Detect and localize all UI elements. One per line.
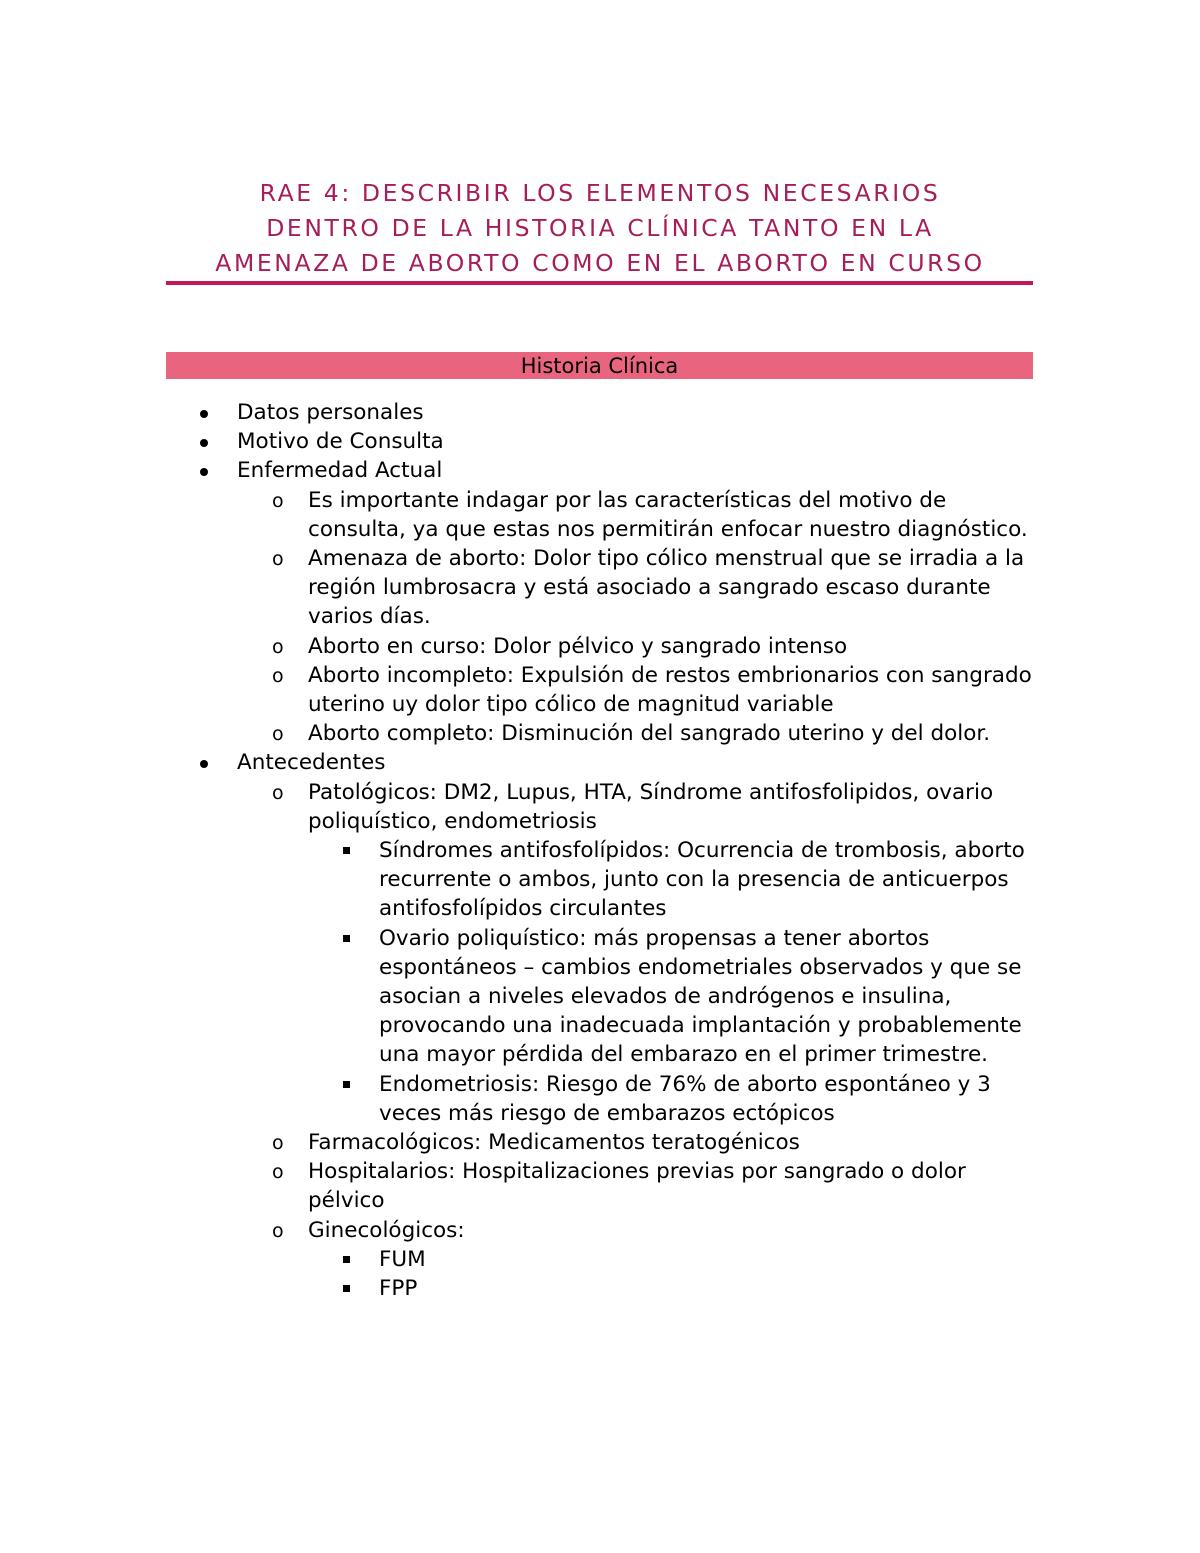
title-line: DENTRO DE LA HISTORIA CLÍNICA TANTO EN LA [266,214,934,242]
sub-list-item-text: Aborto incompleto: Expulsión de restos embrionarios con sangrado uterino uy dolor tipo cólico de magnitud variable [308,662,1032,718]
bullet-square-icon [343,1081,350,1088]
list-item-text: Datos personales [237,400,424,425]
sub-list-item-text: Aborto en curso: Dolor pélvico y sangrado intenso [308,633,848,659]
sub-sub-list-item-text: FPP [379,1276,418,1302]
list-item-text: Antecedentes [237,750,386,776]
sub-list-item [237,778,1200,1128]
bullet-disc-icon [200,468,208,476]
bullet-circle-icon: o [272,1132,284,1155]
bullet-list [0,398,1200,1303]
sub-list-item [237,544,1200,632]
sub-list-item-text: Hospitalarios: Hospitalizaciones previas por sangrado o dolor pélvico [308,1159,966,1214]
bullet-circle-icon: o [272,548,284,571]
bullet-circle-icon: o [272,723,284,746]
sub-list-item [237,1157,1200,1215]
list-item-text: Motivo de Consulta [237,429,444,455]
sub-list [237,486,1200,749]
bullet-square-icon [343,847,350,854]
sub-list-item [237,632,1200,661]
list-item [0,427,1200,456]
sub-sub-list-item [308,836,1200,924]
bullet-circle-icon: o [272,781,284,804]
sub-list-item [237,486,1200,544]
sub-sub-list-item [308,1245,1200,1274]
list-item [0,748,1200,1303]
bullet-square-icon [343,935,350,942]
bullet-square-icon [343,1285,350,1292]
sub-sub-list-item [308,1274,1200,1303]
section-heading: Historia Clínica [166,352,1033,379]
bullet-disc-icon [200,410,208,418]
sub-list-item [237,1216,1200,1304]
sub-sub-list-item-text: Ovario poliquístico: más propensas a tener abortos espontáneos – cambios endometriales observados y que se asocian a niveles elevados de andrógenos e insulina, provocando una inadecuada implantación y probablemente una mayor pérdida del embarazo en el primer trimestre. [379,925,1022,1068]
bullet-circle-icon: o [272,1161,284,1184]
bullet-circle-icon: o [272,635,284,658]
sub-sub-list [308,836,1200,1128]
sub-list-item-text: Aborto completo: Disminución del sangrado uterino y del dolor. [308,721,991,747]
sub-list-item-text: Farmacológicos: Medicamentos teratogénicos [308,1130,800,1156]
title-underline [166,281,1033,285]
sub-list-item-text: Amenaza de aborto: Dolor tipo cólico menstrual que se irradia a la región lumbrosacra y está asociado a sangrado escaso durante varios días. [308,546,1025,630]
sub-list-item-text: Es importante indagar por las características del motivo de consulta, ya que estas nos permitirán enfocar nuestro diagnóstico. [308,487,1028,542]
bullet-circle-icon: o [272,1219,284,1242]
bullet-circle-icon: o [272,489,284,512]
title-line: AMENAZA DE ABORTO COMO EN EL ABORTO EN CURSO [215,249,985,277]
list-item [0,456,1200,748]
sub-list-item [237,1128,1200,1157]
sub-sub-list-item-text: Endometriosis: Riesgo de 76% de aborto espontáneo y 3 veces más riesgo de embarazos ectópicos [379,1071,991,1126]
list-item [0,398,1200,427]
sub-list-item [237,661,1200,719]
sub-list [237,778,1200,1304]
sub-list-item-text: Patológicos: DM2, Lupus, HTA, Síndrome antifosfolipidos, ovario poliquístico, endometriosis [308,779,994,834]
bullet-disc-icon [200,439,208,447]
sub-sub-list-item-text: Síndromes antifosfolípidos: Ocurrencia de trombosis, aborto recurrente o ambos, junto con la presencia de anticuerpos antifosfolípidos circulantes [379,838,1025,922]
bullet-circle-icon: o [272,664,284,687]
title-line: RAE 4: DESCRIBIR LOS ELEMENTOS NECESARIOS [259,179,941,207]
sub-sub-list [308,1245,1200,1303]
sub-list-item [237,719,1200,748]
bullet-square-icon [343,1256,350,1263]
document-body [0,398,1200,1303]
sub-sub-list-item-text: FUM [379,1246,426,1272]
sub-sub-list-item [308,1070,1200,1128]
bullet-disc-icon [200,760,208,768]
list-item-text: Enfermedad Actual [237,458,443,484]
sub-sub-list-item [308,924,1200,1070]
sub-list-item-text: Ginecológicos: [308,1217,465,1243]
document-title [166,176,1034,281]
